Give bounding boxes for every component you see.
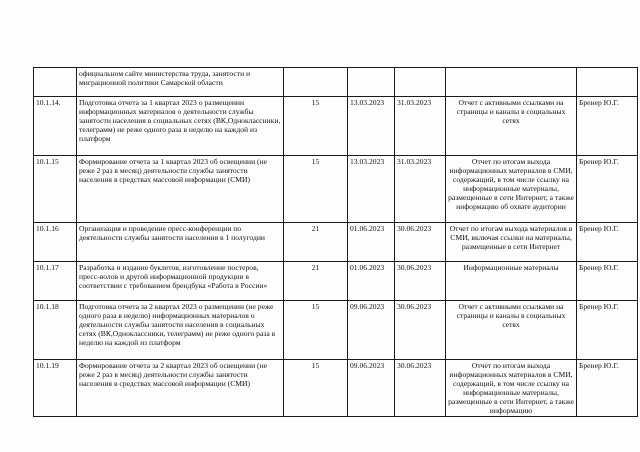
item-responsible bbox=[577, 68, 638, 97]
item-description: Формирование отчета за 1 квартал 2023 об освещении (не реже 2 раз в месяц) деятельности службы занятости населения в средствах массовой информации (СМИ) bbox=[77, 156, 284, 223]
item-result bbox=[446, 68, 577, 97]
item-result: Отчет с активными ссылками на страницы и каналы в социальных сетях bbox=[446, 97, 577, 156]
item-description: официальном сайте министерства труда, занятости и миграционной политики Самарской области bbox=[77, 68, 284, 97]
item-end-date: 31.03.2023 bbox=[395, 97, 446, 156]
item-number: 10.1.18 bbox=[34, 301, 77, 360]
item-start-date: 01.06.2023 bbox=[348, 262, 395, 301]
item-end-date: 30.06.2023 bbox=[395, 262, 446, 301]
item-end-date: 30.06.2023 bbox=[395, 301, 446, 360]
item-quantity: 15 bbox=[284, 156, 348, 223]
item-description: Формирование отчета за 2 квартал 2023 об освещении (не реже 2 раз в месяц) деятельности службы занятости населения в средствах массовой информации (СМИ) bbox=[77, 360, 284, 417]
item-end-date: 31.03.2023 bbox=[395, 156, 446, 223]
item-start-date: 13.03.2023 bbox=[348, 97, 395, 156]
plan-table bbox=[33, 67, 638, 417]
item-start-date: 13.03.2023 bbox=[348, 156, 395, 223]
item-result: Отчет с активными ссылками на страницы и каналы в социальных сетях bbox=[446, 301, 577, 360]
item-quantity: 15 bbox=[284, 301, 348, 360]
item-number bbox=[34, 68, 77, 97]
table-row bbox=[34, 301, 638, 360]
item-responsible: Бренер Ю.Г. bbox=[577, 301, 638, 360]
item-responsible: Бренер Ю.Г. bbox=[577, 360, 638, 417]
item-responsible: Бренер Ю.Г. bbox=[577, 262, 638, 301]
table-row bbox=[34, 156, 638, 223]
item-end-date: 30.06.2023 bbox=[395, 360, 446, 417]
item-quantity: 15 bbox=[284, 360, 348, 417]
item-description: Подготовка отчета за 1 квартал 2023 о размещении информационных материалов о деятельности службы занятости населения в социальных сетях (ВК,Одноклассники, телеграмм) не реже одного раза в неделю на каждой из платформ bbox=[77, 97, 284, 156]
table-row bbox=[34, 262, 638, 301]
item-start-date bbox=[348, 68, 395, 97]
item-quantity bbox=[284, 68, 348, 97]
item-number: 10.1.16 bbox=[34, 223, 77, 262]
item-description: Разработка и издание буклетов, изготовление постеров, пресс-волов и другой информационной продукции в соответствии с требованием брендбука «Работа в России» bbox=[77, 262, 284, 301]
item-result: Отчет по итогам выхода информационных материалов в СМИ, содержащий, в том числе ссылку на информационные материалы, размещенные в сети Интернет, а также информацию bbox=[446, 360, 577, 417]
item-responsible: Бренер Ю.Г. bbox=[577, 223, 638, 262]
item-number: 10.1.15 bbox=[34, 156, 77, 223]
item-result: Информационные материалы bbox=[446, 262, 577, 301]
item-end-date bbox=[395, 68, 446, 97]
item-quantity: 21 bbox=[284, 262, 348, 301]
item-result: Отчет по итогам выхода материалов в СМИ, включая ссылки на материалы, размещенные в сети Интернет bbox=[446, 223, 577, 262]
item-start-date: 09.06.2023 bbox=[348, 360, 395, 417]
item-start-date: 09.06.2023 bbox=[348, 301, 395, 360]
item-number: 10.1.19 bbox=[34, 360, 77, 417]
item-description: Организация и проведение пресс-конференции по деятельности службы занятости населения в 1 полугодии bbox=[77, 223, 284, 262]
item-number: 10.1.17 bbox=[34, 262, 77, 301]
item-result: Отчет по итогам выхода информационных материалов в СМИ, содержащий, в том числе ссылку на информационные материалы, размещенные в сети Интернет, а также информацию об охвате аудитории bbox=[446, 156, 577, 223]
item-responsible: Бренер Ю.Г. bbox=[577, 97, 638, 156]
item-end-date: 30.06.2023 bbox=[395, 223, 446, 262]
item-number: 10.1.14. bbox=[34, 97, 77, 156]
table-row bbox=[34, 68, 638, 97]
table-row bbox=[34, 223, 638, 262]
table-row bbox=[34, 97, 638, 156]
item-responsible: Бренер Ю.Г. bbox=[577, 156, 638, 223]
item-start-date: 01.06.2023 bbox=[348, 223, 395, 262]
item-description: Подготовка отчета за 2 квартал 2023 о размещении (не реже одного раза в неделю) информационных материалов о деятельности службы занятости населения в социальных сетях (ВК,Одноклассники, телеграмм) не реже одного раза в неделю на каждой из платформ bbox=[77, 301, 284, 360]
item-quantity: 21 bbox=[284, 223, 348, 262]
item-quantity: 15 bbox=[284, 97, 348, 156]
table-row bbox=[34, 360, 638, 417]
